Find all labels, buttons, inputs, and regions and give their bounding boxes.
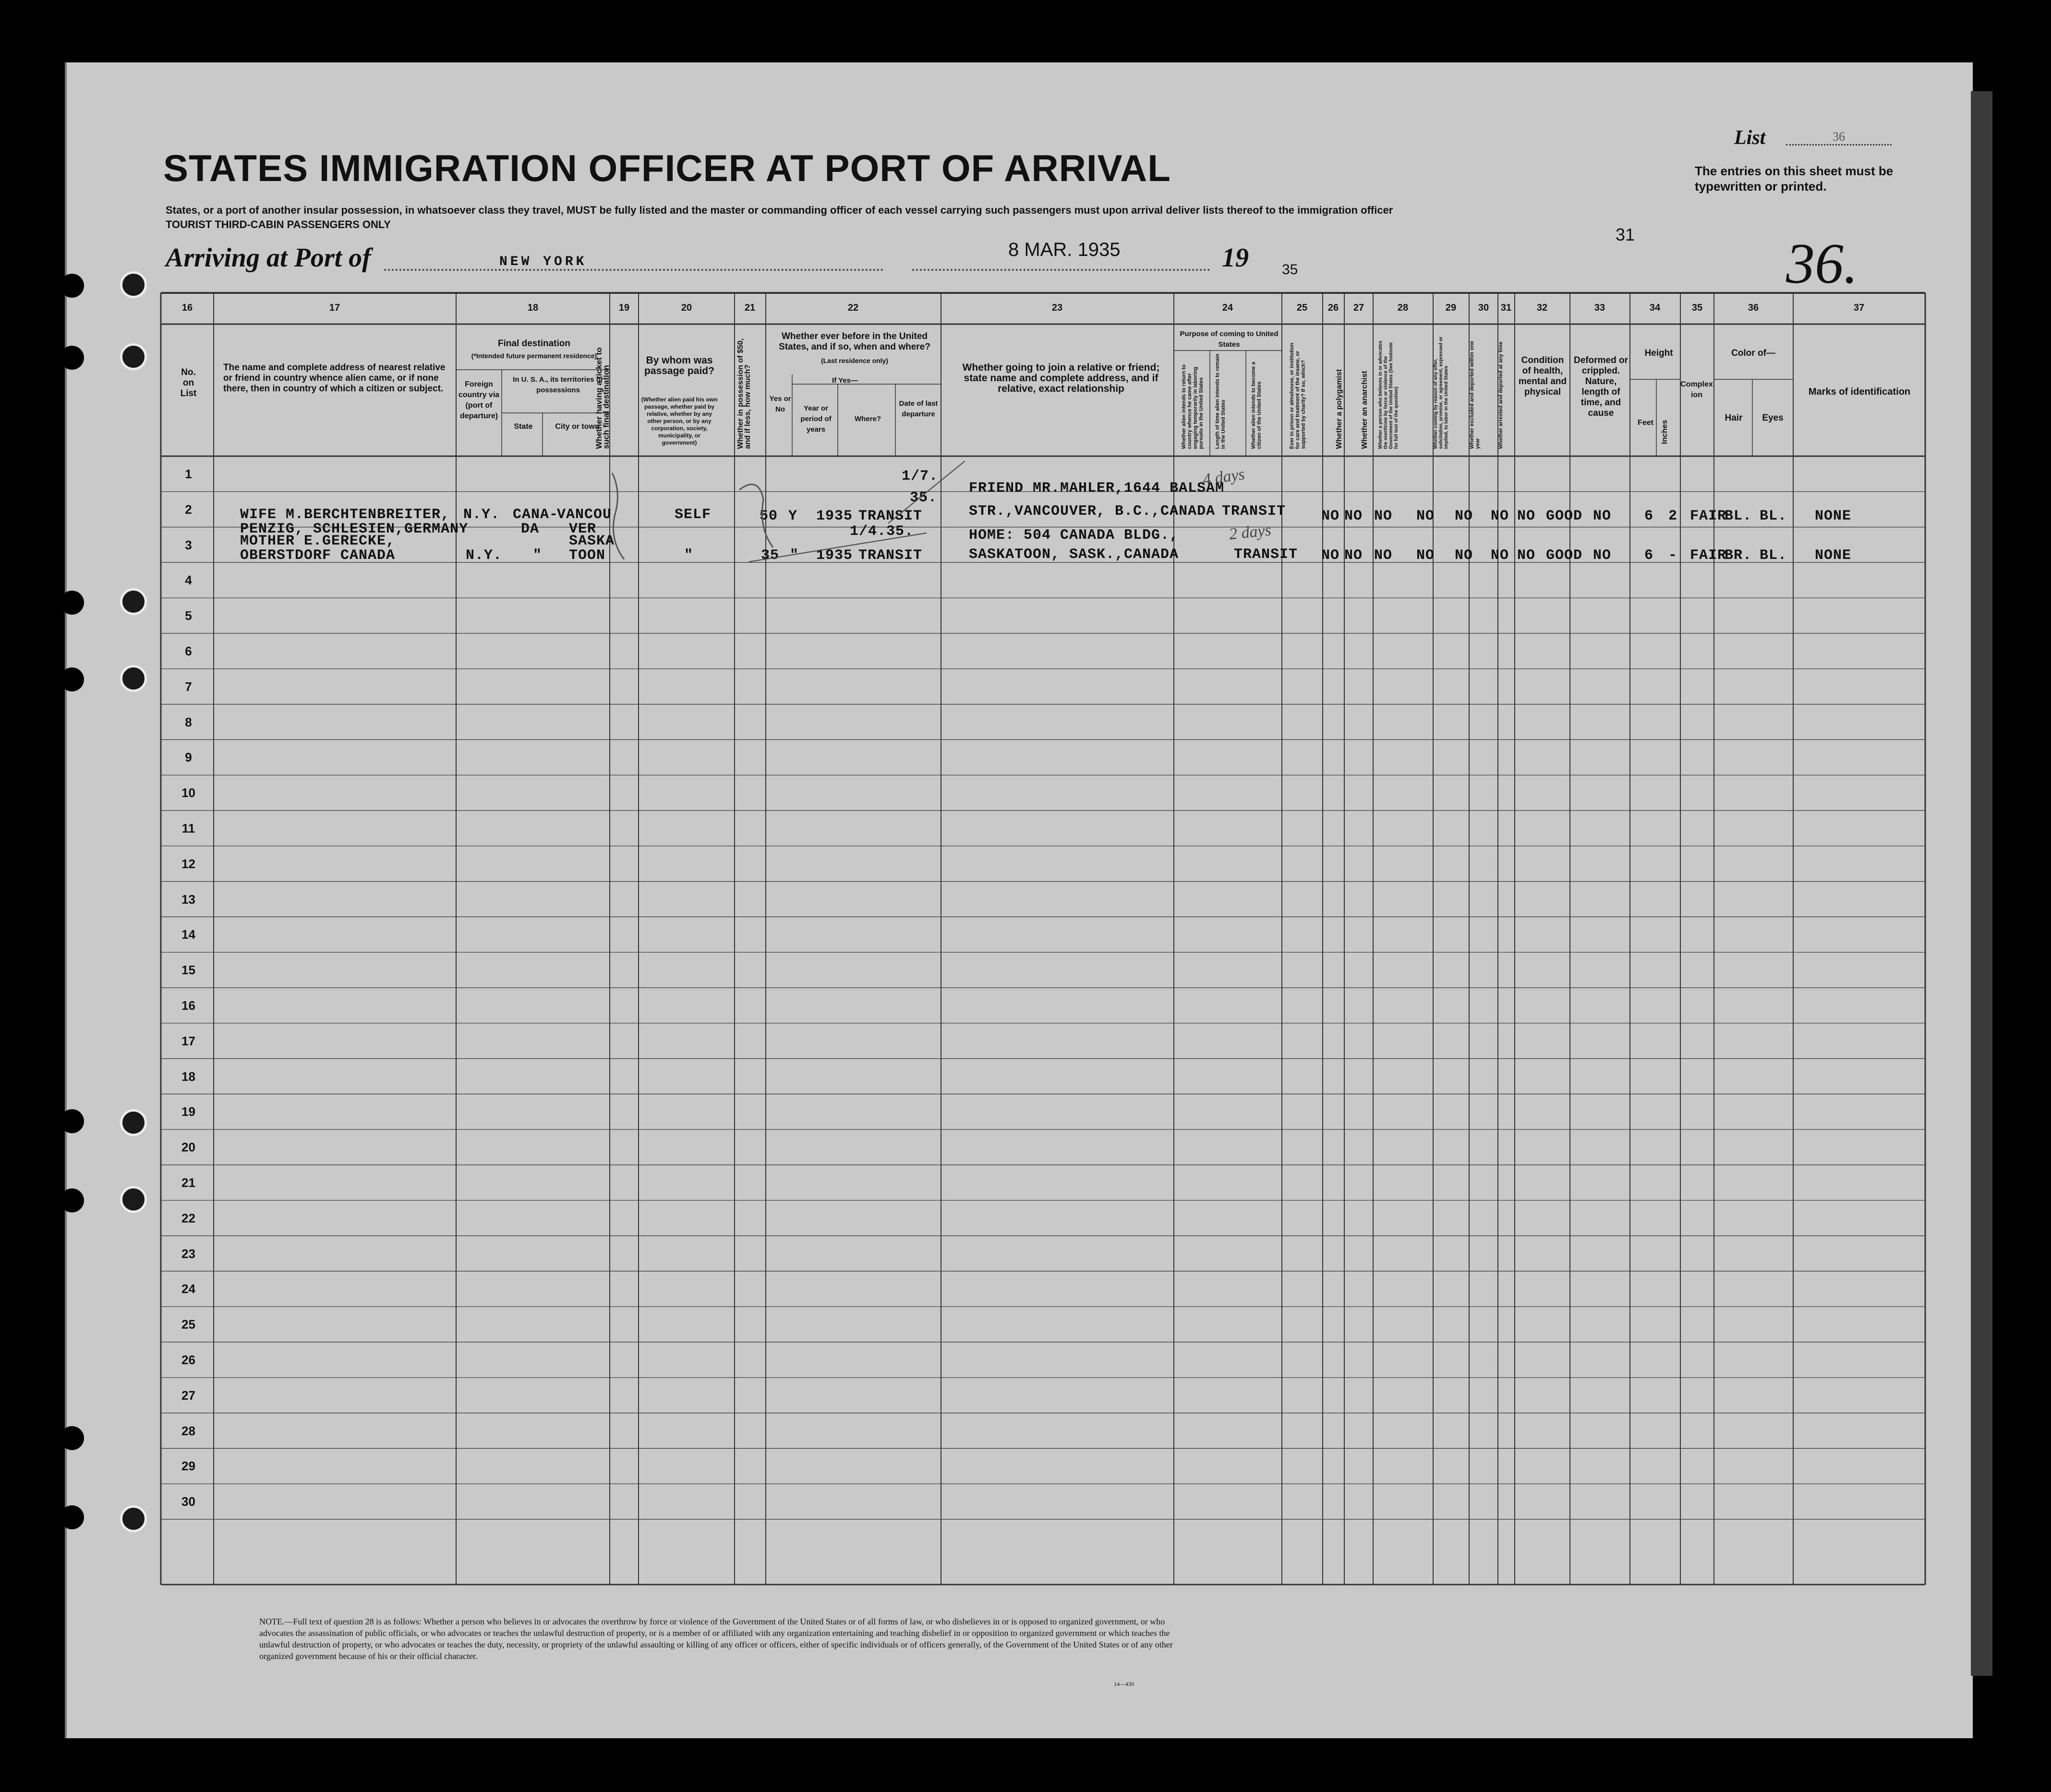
header-anarchist: Whether an anarchist: [1361, 371, 1369, 449]
row-number: 10: [181, 786, 195, 800]
row-number: 30: [181, 1494, 195, 1509]
row-number: 26: [181, 1353, 195, 1367]
entry1-eyes: BL.: [1760, 508, 1787, 524]
entry1-state: CANA-: [513, 507, 559, 523]
header-prison: Ever in prison or almshouse, or institution for care and treatment of the insane, or supported by charity? If so, which?: [1289, 342, 1306, 449]
row-number: 6: [185, 644, 192, 658]
entry2-health: GOOD: [1546, 547, 1583, 564]
header-foreign-country: Foreign country via (port of departure): [458, 380, 500, 420]
row-number: 3: [185, 537, 192, 552]
header-ever-before: Whether ever before in the United States, and if so, when and where?: [779, 331, 930, 352]
column-number: 17: [329, 303, 340, 313]
entry1-date-top: 1/7.: [902, 468, 939, 484]
page-number: 36.: [1786, 231, 1858, 295]
entry1-deformed: NO: [1593, 508, 1612, 524]
column-number: 18: [527, 303, 539, 313]
column-number: 24: [1222, 303, 1233, 313]
header-state: State: [514, 423, 533, 431]
column-number: 22: [847, 303, 859, 313]
entry2-city: SASKA: [569, 533, 615, 549]
typewritten-note: The entries on this sheet must be typewritten or printed.: [1695, 164, 1894, 194]
entry2-paid: ": [684, 547, 694, 564]
departure-slash-1: [888, 461, 965, 523]
row-number: 21: [181, 1175, 195, 1190]
entry2-joining-cont: SASKATOON, SASK.,CANADA: [969, 546, 1179, 563]
entry1-money: 50: [760, 508, 778, 524]
entry1-city-cont: VER: [569, 521, 597, 537]
header-ticket: Whether having a ticket to such final destination: [594, 347, 611, 449]
header-final-destination: Final destination: [498, 339, 570, 349]
header-final-destination-note: (*Intended future permanent residence): [471, 352, 597, 360]
row-number: 11: [181, 821, 195, 835]
column-number: 29: [1445, 303, 1457, 313]
header-complexion: Complexion: [1680, 380, 1713, 399]
year-suffix: 35: [1282, 262, 1298, 278]
entry2-feet: 6: [1644, 547, 1654, 564]
entry1-q27: NO: [1374, 508, 1393, 524]
header-date-departure: Date of last departure: [899, 400, 938, 418]
header-length: Length of time alien intends to remain in the United States: [1215, 353, 1226, 449]
entry1-hair: BL.: [1725, 508, 1752, 524]
row-number: 1: [185, 467, 192, 481]
header-q31: Whether arrested and deported at any time: [1498, 341, 1504, 449]
column-number: 30: [1478, 303, 1489, 313]
entry1-q29: NO: [1455, 508, 1473, 524]
row-number: 5: [185, 608, 192, 623]
entry2-money: 35: [761, 547, 780, 564]
form-subtitle: States, or a port of another insular possession, in whatsoever class they travel, MUST be fully listed and the master or commanding officer of each vessel carrying such passengers must upon arrival deliver lists thereof to the immigration officer: [166, 204, 1393, 216]
entry2-joining: HOME: 504 CANADA BLDG.,: [969, 527, 1179, 544]
header-health: Condition of health, mental and physical: [1518, 355, 1567, 397]
money-scrawl: [739, 484, 773, 547]
entry1-q26: NO: [1344, 508, 1363, 524]
entry1-yes-no: Y: [788, 508, 798, 524]
row-number: 8: [185, 714, 192, 729]
entry2-q31: NO: [1517, 547, 1536, 564]
entry1-inches: 2: [1668, 508, 1678, 524]
header-q28: Whether a person who believes in or advocates the overthrow by force or violence of the Government of the United States (See footnote for full text of the question): [1378, 340, 1399, 449]
handwritten-stay-1: 4 days: [1201, 465, 1246, 489]
entry2-q26: NO: [1344, 547, 1363, 564]
entry1-joining-cont: STR.,VANCOUVER, B.C.,CANADA: [969, 503, 1216, 520]
row-number: 19: [181, 1104, 195, 1119]
header-inches: Inches: [1661, 420, 1669, 444]
entry1-stay: TRANSIT: [1222, 503, 1286, 520]
row-number: 4: [185, 573, 192, 588]
row-number: 2: [185, 502, 192, 517]
header-hair: Hair: [1725, 413, 1743, 423]
column-number: 27: [1353, 303, 1364, 313]
header-deformed: Deformed or crippled. Nature, length of time, and cause: [1574, 355, 1628, 418]
entry2-where: TRANSIT: [858, 547, 923, 564]
entry2-hair: BR.: [1725, 547, 1752, 564]
ticket-checkmark: [612, 473, 624, 559]
column-number: 33: [1594, 303, 1605, 313]
row-number: 24: [181, 1282, 195, 1296]
form-number: 14—430: [1114, 1681, 1134, 1687]
row-number: 23: [181, 1246, 195, 1261]
header-city: City or town: [555, 423, 600, 431]
entry1-relative: WIFE M.BERCHTENBREITER,: [240, 507, 450, 523]
entry1-marks: NONE: [1815, 508, 1852, 524]
date-stamp: 8 MAR. 1935: [1008, 239, 1121, 260]
row-number: 13: [181, 892, 195, 907]
entry1-complexion: FAIR: [1690, 508, 1727, 524]
entry2-state: ": [533, 547, 543, 564]
entry1-joining: FRIEND MR.MAHLER,1644 BALSAM: [969, 480, 1225, 496]
entry2-relative-address: OBERSTDORF CANADA: [240, 547, 396, 564]
entry1-date: 35.: [910, 490, 938, 506]
column-number: 19: [618, 303, 630, 313]
row-number: 17: [181, 1033, 195, 1048]
row-number: 22: [181, 1211, 195, 1225]
row-number: 16: [181, 998, 195, 1013]
row-number: 20: [181, 1140, 195, 1155]
entry2-date: 1/4.35.: [850, 523, 914, 540]
column-number: 36: [1748, 303, 1759, 313]
footnote-question-28: NOTE.—Full text of question 28 is as follows: Whether a person who believes in or advocates the overthrow by force or violence of the Government of the United States or of all forms of law, or who disbelieves in or is opposed to organized government, or who advocates the assassination of public officials, or who advocates or teaches the unlawful destruction of property, or is a member of or affiliated with any organization entertaining and teaching disbelief in or opposition to organized government or which teaches the unlawful destruction of property, or who advocates or teaches the duty, necessity, or propriety of the unlawful assaulting or killing of any officer or officers, either of specific individuals or of officers generally, of the Government of the United States or of any other organized government because of his or their official character.: [259, 1617, 1173, 1661]
header-in-usa: In U. S. A., its territories or possessions: [513, 375, 603, 394]
header-polygamist: Whether a polygamist: [1335, 369, 1343, 449]
row-number: 7: [185, 679, 192, 694]
entry1-where: TRANSIT: [858, 508, 923, 524]
header-paid-note: (Whether alien paid his own passage, whether paid by relative, whether by any other person, or by any corporation, society, municipality, or government): [641, 396, 718, 446]
entry2-q29: NO: [1455, 547, 1473, 564]
column-number: 23: [1051, 303, 1063, 313]
entry1-year: 1935: [816, 508, 853, 524]
column-number: 34: [1649, 303, 1661, 313]
row-number: 28: [181, 1423, 195, 1438]
year-prefix: 19: [1222, 243, 1249, 273]
column-number: 32: [1536, 303, 1548, 313]
header-paid: By whom was passage paid?: [644, 355, 714, 376]
arriving-label: Arriving at Port of: [166, 243, 371, 273]
header-relative: The name and complete address of nearest relative or friend in country whence alien came, or if none there, then in country of which a citizen or subject.: [223, 363, 446, 394]
column-number: 37: [1853, 303, 1865, 313]
column-number: 28: [1397, 303, 1409, 313]
header-no-on-list: No. on List: [180, 367, 197, 399]
port-name: NEW YORK: [499, 254, 587, 269]
column-number: 21: [744, 303, 756, 313]
entry2-q28: NO: [1416, 547, 1435, 564]
entry2-relative: MOTHER E.GERECKE,: [240, 533, 396, 549]
entry2-city-cont: TOON: [569, 547, 606, 564]
entry2-stay: TRANSIT: [1234, 546, 1298, 563]
header-yes-no: Yes or No: [769, 395, 791, 413]
entry1-q28: NO: [1416, 508, 1435, 524]
handwritten-stay-2: 2 days: [1228, 521, 1272, 544]
column-number: 31: [1500, 303, 1512, 313]
entry2-q30: NO: [1491, 547, 1509, 564]
list-label: List: [1734, 127, 1766, 149]
entry2-yes-no: ": [790, 547, 799, 564]
entry1-q25: NO: [1321, 508, 1340, 524]
entry1-q31: NO: [1517, 508, 1536, 524]
entry1-city: VANCOU: [557, 507, 612, 523]
row-number: 18: [181, 1069, 195, 1084]
entry2-inches: -: [1668, 547, 1678, 564]
entry2-eyes: BL.: [1760, 547, 1787, 564]
header-eyes: Eyes: [1762, 413, 1784, 423]
column-number: 20: [681, 303, 692, 313]
entry1-state-cont: DA: [521, 521, 540, 537]
entry2-marks: NONE: [1815, 547, 1852, 564]
header-q29: Whether coming by reason of any offer, solicitation, promise, or agreement, expressed or implied, to labor in the United States: [1433, 337, 1449, 449]
header-where: Where?: [854, 415, 881, 423]
code-31: 31: [1616, 225, 1635, 244]
header-marks: Marks of identification: [1808, 387, 1911, 397]
header-if-yes: If Yes—: [832, 376, 858, 385]
row-number: 27: [181, 1388, 195, 1403]
header-citizen: Whether alien intends to become a citizen of the United States: [1251, 362, 1262, 449]
header-last-residence: (Last residence only): [820, 357, 889, 364]
row-number: 29: [181, 1459, 195, 1474]
header-return: Whether alien intends to return to country whence he came after engaging temporarily in laboring pursuits in the United States: [1181, 364, 1204, 449]
header-joining: Whether going to join a relative or friend; state name and complete address, and if relative, exact relationship: [962, 362, 1160, 394]
entry2-complexion: FAIR: [1690, 547, 1727, 564]
header-color-of: Color of—: [1731, 348, 1775, 358]
entry2-year: 1935: [816, 547, 853, 564]
passenger-class: TOURIST THIRD-CABIN PASSENGERS ONLY: [166, 218, 391, 230]
entry2-foreign-port: N.Y.: [466, 547, 503, 564]
header-money: Whether in possession of $50, and if less, how much?: [736, 338, 752, 449]
entry1-foreign-port: N.Y.: [463, 507, 500, 523]
header-feet: Feet: [1638, 419, 1653, 427]
entry1-feet: 6: [1644, 508, 1654, 524]
column-number: 35: [1691, 303, 1703, 313]
header-purpose: Purpose of coming to United States: [1180, 330, 1279, 349]
header-year-period: Year or period of years: [800, 404, 832, 434]
departure-slash-2: [749, 533, 927, 562]
row-number: 25: [181, 1317, 195, 1332]
entry1-health: GOOD: [1546, 508, 1583, 524]
row-number: 9: [185, 750, 192, 765]
entry2-q25: NO: [1321, 547, 1340, 564]
list-number: 36: [1786, 130, 1892, 145]
entry2-q27: NO: [1374, 547, 1393, 564]
row-number: 14: [181, 927, 195, 942]
header-q30: Whether excluded and deported within one year: [1469, 341, 1481, 449]
column-number: 16: [181, 303, 193, 313]
row-number: 12: [181, 856, 195, 871]
entry1-paid: SELF: [675, 507, 712, 523]
entry1-q30: NO: [1491, 508, 1509, 524]
column-number: 25: [1296, 303, 1308, 313]
row-number: 15: [181, 963, 195, 978]
form-title: STATES IMMIGRATION OFFICER AT PORT OF ARRIVAL: [163, 147, 1171, 189]
column-number: 26: [1327, 303, 1339, 313]
entry1-relative-address: PENZIG, SCHLESIEN,GERMANY: [240, 521, 469, 537]
header-height: Height: [1644, 348, 1673, 358]
entry2-deformed: NO: [1593, 547, 1612, 564]
